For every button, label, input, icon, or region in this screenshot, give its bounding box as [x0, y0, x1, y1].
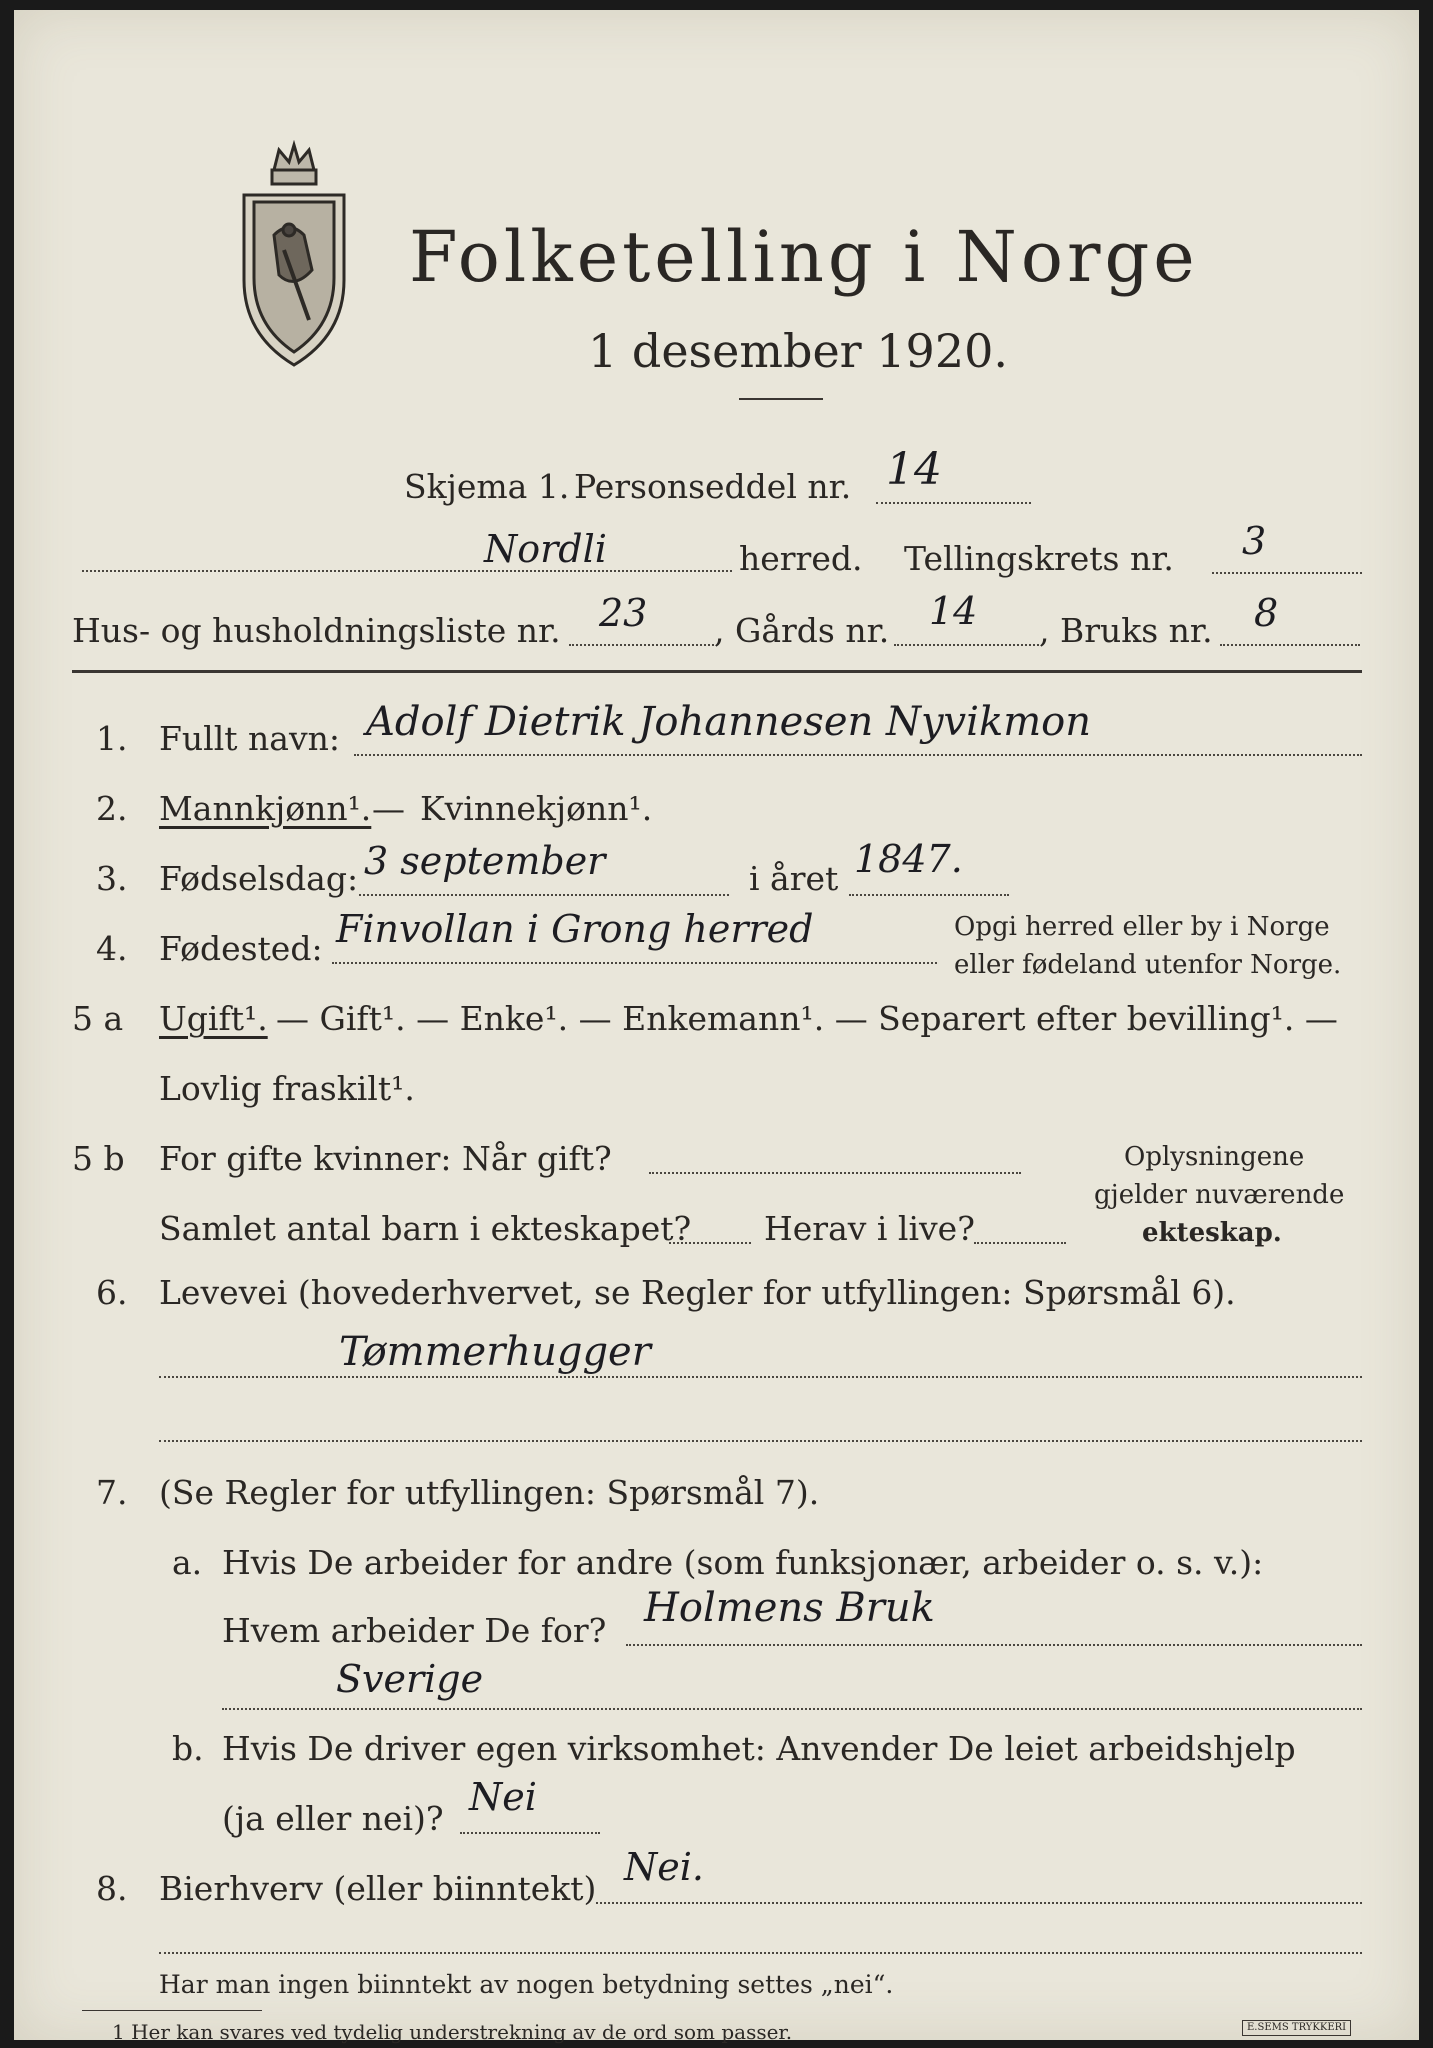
q7a-value-line1[interactable]: Holmens Bruk	[644, 1585, 935, 1631]
gards-label: , Gårds nr.	[714, 611, 890, 650]
gards-value[interactable]: 14	[929, 589, 978, 633]
q8-value[interactable]: Nei.	[624, 1845, 704, 1889]
q7a-question: Hvem arbeider De for?	[222, 1611, 607, 1650]
bruks-label: , Bruks nr.	[1039, 611, 1213, 650]
q7a-text: Hvis De arbeider for andre (som funksjonær, arbeider o. s. v.):	[222, 1543, 1264, 1582]
q4-value[interactable]: Finvollan i Grong herred	[336, 907, 814, 951]
q3-year-line	[849, 894, 1009, 896]
q5b-note-line3: ekteskap.	[1142, 1218, 1282, 1248]
q4-number: 4.	[96, 929, 128, 968]
footer-note: Har man ingen biinntekt av nogen betydning settes „nei“.	[159, 1970, 894, 1999]
q4-note-line2: eller fødeland utenfor Norge.	[954, 950, 1342, 980]
footnote: 1 Her kan svares ved tydelig understrekning av de ord som passer.	[112, 2020, 793, 2044]
q7a-line2	[222, 1708, 1362, 1710]
q8-label: Bierhverv (eller biinntekt)	[159, 1869, 597, 1908]
q7b-line	[460, 1832, 600, 1834]
q6-label: Levevei (hovederhvervet, se Regler for utfyllingen: Spørsmål 6).	[159, 1273, 1236, 1312]
q5b-alive-line	[974, 1242, 1066, 1244]
q2-male-option[interactable]: Mannkjønn¹.	[159, 789, 372, 828]
tellingskrets-value[interactable]: 3	[1242, 519, 1267, 563]
q7a-number: a.	[172, 1543, 203, 1582]
q1-line	[354, 754, 1362, 756]
q6-number: 6.	[96, 1273, 128, 1312]
q7a-value-line2[interactable]: Sverige	[336, 1657, 484, 1701]
q5b-children-label: Samlet antal barn i ekteskapet?	[159, 1209, 692, 1248]
q8-number: 8.	[96, 1869, 128, 1908]
personseddel-line	[876, 502, 1031, 504]
census-form-page	[14, 10, 1419, 2044]
footnote-divider	[82, 2010, 262, 2011]
q5b-children-line	[669, 1242, 751, 1244]
q5a-ugift-option[interactable]: Ugift¹.	[159, 999, 268, 1038]
q6-line1	[159, 1376, 1362, 1378]
q3-year-value[interactable]: 1847.	[854, 837, 963, 881]
q8-line	[596, 1902, 1362, 1904]
husliste-value[interactable]: 23	[599, 591, 648, 635]
tellingskrets-line	[1212, 572, 1362, 574]
q1-number: 1.	[96, 719, 128, 758]
q7b-question: (ja eller nei)?	[222, 1799, 444, 1838]
tellingskrets-label: Tellingskrets nr.	[904, 539, 1174, 578]
q5b-note-line1: Oplysningene	[1124, 1142, 1305, 1172]
schema-label: Skjema 1.	[404, 467, 570, 506]
q7-label: (Se Regler for utfyllingen: Spørsmål 7).	[159, 1473, 820, 1512]
herred-value[interactable]: Nordli	[484, 527, 607, 571]
q3-label: Fødselsdag:	[159, 859, 359, 898]
header-divider	[72, 670, 1362, 673]
printer-mark: E.SEMS TRYKKERI	[1242, 2020, 1351, 2036]
q3-value[interactable]: 3 september	[364, 839, 606, 883]
q3-number: 3.	[96, 859, 128, 898]
personseddel-label: Personseddel nr.	[574, 467, 852, 506]
bruks-value[interactable]: 8	[1254, 591, 1279, 635]
q5a-number: 5 a	[72, 999, 124, 1038]
q7b-value[interactable]: Nei	[469, 1775, 537, 1819]
q4-label: Fødested:	[159, 929, 323, 968]
q6-line2	[159, 1440, 1362, 1442]
q2-separator: —	[372, 789, 405, 828]
form-title: Folketelling i Norge	[409, 216, 1199, 298]
personseddel-value[interactable]: 14	[886, 444, 942, 495]
q3-year-label: i året	[749, 859, 839, 898]
q5a-fraskilt-option[interactable]: Lovlig fraskilt¹.	[159, 1069, 415, 1108]
q2-female-option[interactable]: Kvinnekjønn¹.	[420, 789, 653, 828]
q5b-alive-label: Herav i live?	[764, 1209, 975, 1248]
q4-line	[332, 962, 937, 964]
q4-note-line1: Opgi herred eller by i Norge	[954, 912, 1330, 942]
q5b-married-label: For gifte kvinner: Når gift?	[159, 1139, 612, 1178]
q1-value[interactable]: Adolf Dietrik Johannesen Nyvikmon	[366, 699, 1091, 745]
q5b-number: 5 b	[72, 1139, 125, 1178]
title-divider	[739, 398, 823, 400]
norwegian-coat-of-arms-icon	[234, 140, 354, 370]
q6-value[interactable]: Tømmerhugger	[339, 1329, 651, 1375]
q7b-text: Hvis De driver egen virksomhet: Anvender De leiet arbeidshjelp	[222, 1729, 1296, 1768]
form-date: 1 desember 1920.	[588, 324, 1008, 378]
herred-line	[82, 570, 732, 572]
q2-number: 2.	[96, 789, 128, 828]
husliste-line	[569, 644, 714, 646]
q3-line	[359, 894, 729, 896]
q5b-married-line	[649, 1172, 1021, 1174]
q5a-other-options[interactable]: — Gift¹. — Enke¹. — Enkemann¹. — Separert efter bevilling¹. —	[276, 999, 1338, 1038]
herred-label: herred.	[739, 539, 863, 578]
gards-line	[894, 644, 1039, 646]
q7a-line1	[626, 1644, 1362, 1646]
q1-label: Fullt navn:	[159, 719, 340, 758]
husliste-label: Hus- og husholdningsliste nr.	[72, 611, 561, 650]
bruks-line	[1220, 644, 1360, 646]
q8-line2	[159, 1952, 1362, 1954]
q7-number: 7.	[96, 1473, 128, 1512]
q7b-number: b.	[172, 1729, 204, 1768]
q5b-note-line2: gjelder nuværende	[1094, 1180, 1345, 1210]
